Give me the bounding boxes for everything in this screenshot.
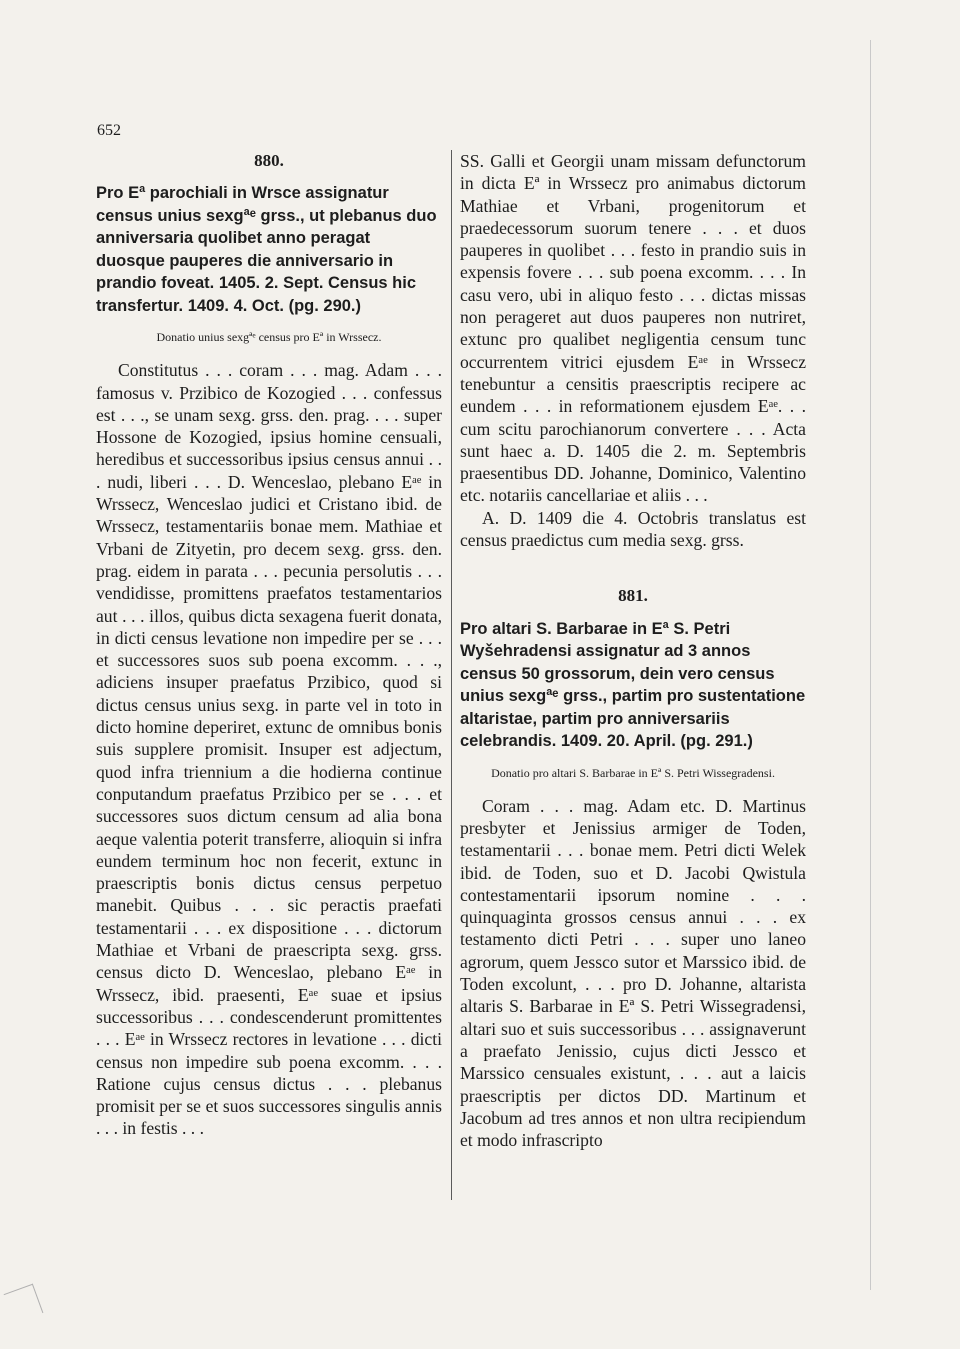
charter-880-text [96,359,442,1139]
page-number: 652 [97,122,121,139]
charter-880-translation-note [460,507,806,552]
paper-corner-mark [4,1284,44,1324]
charter-880-text-left: Constitutus . . . coram . . . mag. Adam . . . famosus v. Przibico de Kozogied . . . confessus est . . ., se unam sexg. grss. den. prag. . . . super Hossone de Kozogied, ipsius homine censuali, heredibus et successoribus ipsius census annui . . . nudi, liberi . . . D. Wenceslao, plebano Eᵃᵉ in Wrssecz, Wenceslao judici et Cristano ibid. de Wrssecz, testamentariis bonae mem. Mathiae et Vrbani de Zityetin, pro decem sexg. grss. den. prag. eidem in parata . . . pecunia persolutis . . . vendidisse, promittens praefatos testamentarios aut . . . illos, quibus dicta sexagena fuerit donata, in dicti census levatione non impedire per se . . . et successores suos sub poena excomm. . . ., adiciens insuper praefatus Przibico, quod si dictus census unius sexg. in parte vel in toto in dicto homine deperiret, extunc de omnibus bonis suis supplere promisit. Insuper est adjectum, quod infra triennium a die hodierna continue conputandum praefatus Przibico per se . . . et successores suos dictum censum ad alia bona aeque valentia poterit transferre, alioquin si infra eundem terminum hoc non fecerit, extunc in praescriptis bonis dictus census perpetuo manebit. Quibus . . . sic peractis praefati testamentarii . . . ex dispositione . . . dictorum Mathiae et Vrbani de praescripta sexg. grss. census dicto D. Wenceslao, plebano Eᵃᵉ in Wrssecz, ibid. praesenti, Eᵃᵉ suae et ipsius successoribus . . . condescenderunt promittentes . . . Eᵃᵉ in Wrssecz rectores in levatione . . . dicti census non impedire sub poena excomm. . . . Ratione cujus census dictus . . . plebanus promisit per se et suos successores singulis annis . . . in festis . . . [96,360,442,1139]
charter-881-donatio: Donatio pro altari S. Barbarae in Eª S. Petri Wissegradensi. [491,765,775,780]
right-column [460,150,806,1151]
charter-881-text [460,795,806,1152]
charter-880-heading: Pro Eª parochiali in Wrsce assignatur census unius sexgªᵉ grss., ut plebanus duo anniversaria quolibet anno peragat duosque pauperes die anniversario in prandio foveat. 1405. 2. Sept. Census hic transfertur. 1409. 4. Oct. (pg. 290.) [96,184,437,315]
paper-edge-mark [870,40,893,1290]
charter-880-number: 880. [254,151,284,170]
section-gap [460,551,806,585]
charter-881-text-body: Coram . . . mag. Adam etc. D. Martinus presbyter et Jenissius armiger de Toden, testamentarii . . . bonae mem. Petri dicti Welek ibid. de Toden, suo et D. Jacobi Qwistula contestamentarii ipsorum nomine . . . quinquaginta grossos census annui . . . ex testamento dicti Petri . . . super uno laneo agrorum, quem Jessco sutor et Marssico ibid. de Toden excolunt, . . . pro D. Johanne, altarista altaris S. Barbarae in Eª S. Petri Wissegradensi, altari suo et suis successoribus . . . assignaverunt a praefato Jenissio, cujus dicti Jessco et Marssico censuales existunt, . . . aut a laicis praescriptis per dictos DD. Martinum et Jacobum ad tres annos et non ultra recipiendum et modo infrascripto [460,795,806,1151]
charter-880-text-continued: SS. Galli et Georgii unam missam defunctorum in dicta Eª in Wrssecz pro animabus dictorum Mathiae et Vrbani, progenitorum et praedecessorum suorum tenere . . . et duos pauperes in quolibet . . . festo in prandio suis in expensis fovere . . . sub poena excomm. . . . In casu vero, ubi in aliquo festo . . . dictas missas non perageret aut duos pauperes non nutriret, extunc pro qualibet negligentia censum tunc occurrentem vitrici ejusdem Eᵃᵉ in Wrssecz tenebuntur a censitis praescriptis recipere ac eundem . . . in reformationem ejusdem Eᵃᵉ. . . cum scitu parochianorum convertere . . . Acta sunt haec a. D. 1405 die 2. m. Septembris praesentibus DD. Johanne, Dominico, Valentino etc. notariis cancellariae et aliis . . . [460,151,806,506]
left-column [96,150,442,1140]
charter-881-heading: Pro altari S. Barbarae in Eª S. Petri Wyšehradensi assignatur ad 3 annos census 50 grossorum, dein vero census unius sexgªᵉ grss., partim pro sustentatione altaristae, partim pro anniversariis celebrandis. 1409. 20. April. (pg. 291.) [460,619,806,751]
charter-881-number: 881. [618,586,648,606]
charter-880-donatio: Donatio unius sexgªᵉ census pro Eª in Wrssecz. [156,330,382,345]
charter-880-translation-text: A. D. 1409 die 4. Octobris translatus est census praedictus cum media sexg. grss. [460,507,806,551]
column-divider [451,150,452,1200]
